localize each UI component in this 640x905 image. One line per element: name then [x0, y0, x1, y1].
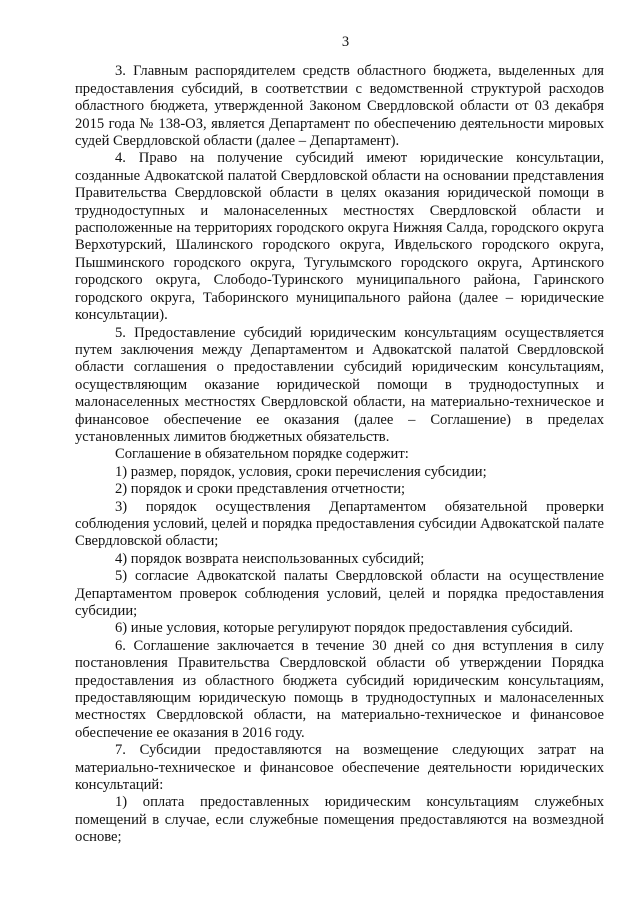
- list-item-2: 2) порядок и сроки представления отчетности;: [115, 481, 406, 498]
- paragraph-clause-4: 4. Право на получение субсидий имеют юридические консультации, созданные Адвокатской палатой Свердловской области на основании представления Правительства Свердловской области в целях оказания юридической помощи в труднодоступных и малонаселенных местностях Свердловской области и расположенные на территориях городского округа Нижняя Салда, городского округа Верхотурский, Шалинского городского округа, Ивдельского городского округа, Пышминского городского округа, Тугулымского городского округа, Артинского городского округа, Слободо-Туринского муниципального района, Гаринского городского округа, Таборинского муниципального района (далее – юридические консультации).: [75, 150, 604, 324]
- list-item-5: 5) согласие Адвокатской палаты Свердловской области на осуществление Департаментом проверок соблюдения условий, целей и порядка предоставления субсидии;: [75, 568, 604, 619]
- paragraph-clause-3: 3. Главным распорядителем средств областного бюджета, выделенных для предоставления субсидий, в соответствии с ведомственной структурой расходов областного бюджета, утвержденной Законом Свердловской области от 03 декабря 2015 года № 138-ОЗ, является Департамент по обеспечению деятельности мировых судей Свердловской области (далее – Департамент).: [75, 63, 604, 150]
- list-item-4: 4) порядок возврата неиспользованных субсидий;: [115, 550, 425, 567]
- list-item-7-1: 1) оплата предоставленных юридическим консультациям служебных помещений в случае, если служебные помещения предоставляются на возмездной основе;: [75, 794, 604, 846]
- list-item-3: 3) порядок осуществления Департаментом обязательной проверки соблюдения условий, целей и порядка предоставления субсидии Адвокатской палате Свердловской области;: [75, 498, 604, 550]
- list-item-6: 6) иные условия, которые регулируют порядок предоставления субсидий.: [115, 620, 574, 637]
- list-item-1: 1) размер, порядок, условия, сроки перечисления субсидии;: [115, 463, 487, 480]
- page-number: 3: [341, 34, 350, 50]
- paragraph-agreement-intro: Соглашение в обязательном порядке содержит:: [115, 446, 409, 463]
- paragraph-clause-6: 6. Соглашение заключается в течение 30 дней со дня вступления в силу постановления Правительства Свердловской области об утверждении Порядка предоставления из областного бюджета субсидий юридическим консультациям, предоставляющим юридическую помощь в труднодоступных и малонаселенных местностях Свердловской области, на материально-техническое и финансовое обеспечение ее оказания в 2016 году.: [75, 637, 604, 741]
- paragraph-clause-5: 5. Предоставление субсидий юридическим консультациям осуществляется путем заключения между Департаментом и Адвокатской палатой Свердловской области соглашения о предоставлении субсидий юридическим консультациям, осуществляющим оказание юридической помощи в труднодоступных и малонаселенных местностях Свердловской области, на материально-техническое и финансовое обеспечение ее оказания (далее – Соглашение) в пределах установленных лимитов бюджетных обязательств.: [75, 324, 604, 445]
- paragraph-clause-7: 7. Субсидии предоставляются на возмещение следующих затрат на материально-техническое и финансовое обеспечение деятельности юридических консультаций:: [75, 742, 604, 794]
